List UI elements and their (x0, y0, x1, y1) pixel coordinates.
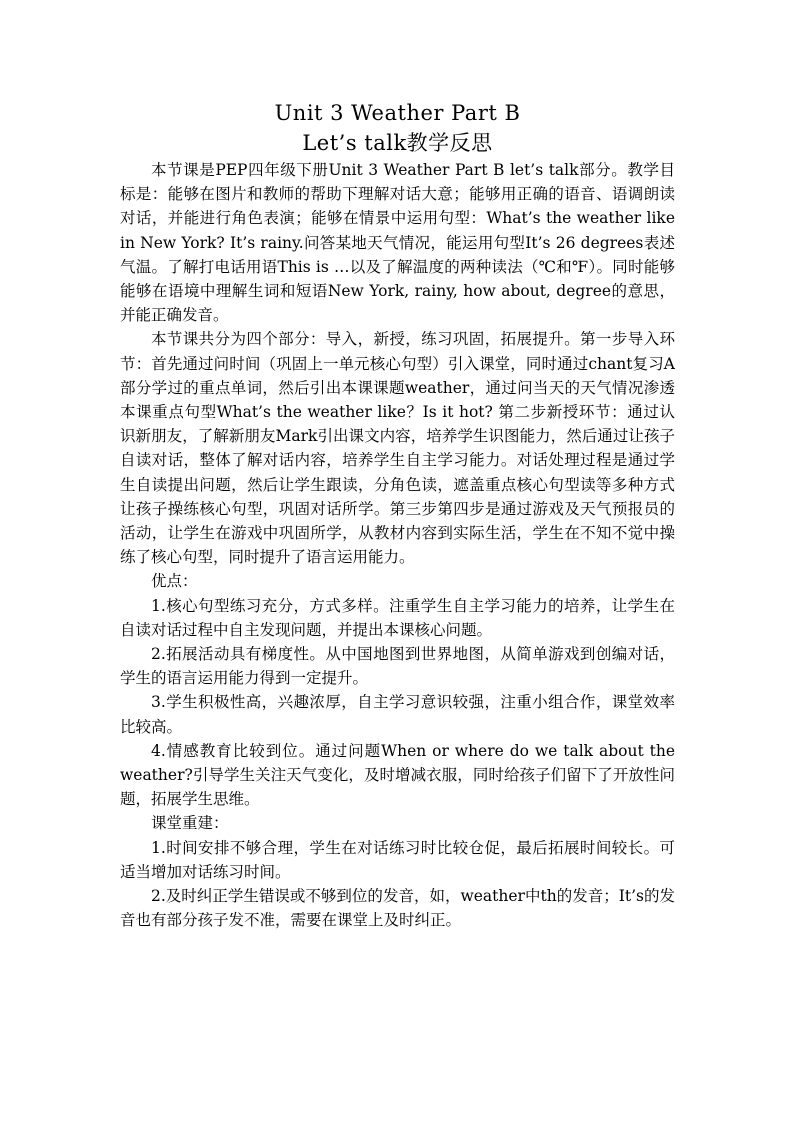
rebuild-item: 2.及时纠正学生错误或不够到位的发音，如，weather中th的发音；It’s的发音也有部分孩子发不准，需要在课堂上及时纠正。 (120, 887, 675, 930)
strength-item: 4.情感教育比较到位。通过问题When or where do we talk about the weather?引导学生关注天气变化，及时增减衣服，同时给孩子们留下了开放性问题，拓展学生思维。 (120, 741, 675, 809)
document-page (120, 98, 675, 933)
intro-paragraph: 本节课是PEP四年级下册Unit 3 Weather Part B let’s talk部分。教学目标是：能够在图片和教师的帮助下理解对话大意；能够用正确的语音、语调朗读对话，并能进行角色表演；能够在情景中运用句型：What’s the weather like in New York? It’s rainy.问答某地天气情况，能运用句型It’s 26 degrees表述气温。了解打电话用语This is …以及了解温度的两种读法（℃和℉）。同时能够能够在语境中理解生词和短语New York, rainy, how about, degree的意思，并能正确发音。 (120, 161, 675, 325)
rebuild-heading: 课堂重建： (151, 814, 229, 833)
rebuild-item: 1.时间安排不够合理，学生在对话练习时比较仓促，最后拓展时间较长。可适当增加对话练习时间。 (120, 838, 675, 881)
strength-item: 2.拓展活动具有梯度性。从中国地图到世界地图，从简单游戏到创编对话，学生的语言运用能力得到一定提升。 (120, 645, 675, 688)
strengths-heading: 优点： (151, 572, 198, 591)
strength-item: 1.核心句型练习充分，方式多样。注重学生自主学习能力的培养，让学生在自读对话过程中自主发现问题，并提出本课核心问题。 (120, 596, 675, 639)
strength-item: 3.学生积极性高，兴趣浓厚，自主学习意识较强，注重小组合作，课堂效率比较高。 (120, 693, 675, 736)
process-paragraph: 本节课共分为四个部分：导入，新授，练习巩固，拓展提升。第一步导入环节：首先通过问时间（巩固上一单元核心句型）引入课堂，同时通过chant复习A部分学过的重点单词，然后引出本课课题weather，通过问当天的天气情况渗透本课重点句型What’s the weather like？Is it hot? 第二步新授环节：通过认识新朋友，了解新朋友Mark引出课文内容，培养学生识图能力，然后通过让孩子自读对话，整体了解对话内容，培养学生自主学习能力。对话处理过程是通过学生自读提出问题，然后让学生跟读，分角色读，遮盖重点核心句型读等多种方式让孩子操练核心句型，巩固对话所学。第三步第四步是通过游戏及天气预报员的活动，让学生在游戏中巩固所学，从教材内容到实际生活，学生在不知不觉中操练了核心句型，同时提升了语言运用能力。 (120, 330, 675, 567)
document-title-line-1: Unit 3 Weather Part B (274, 101, 521, 125)
document-title-line-2: Let’s talk教学反思 (302, 131, 493, 155)
